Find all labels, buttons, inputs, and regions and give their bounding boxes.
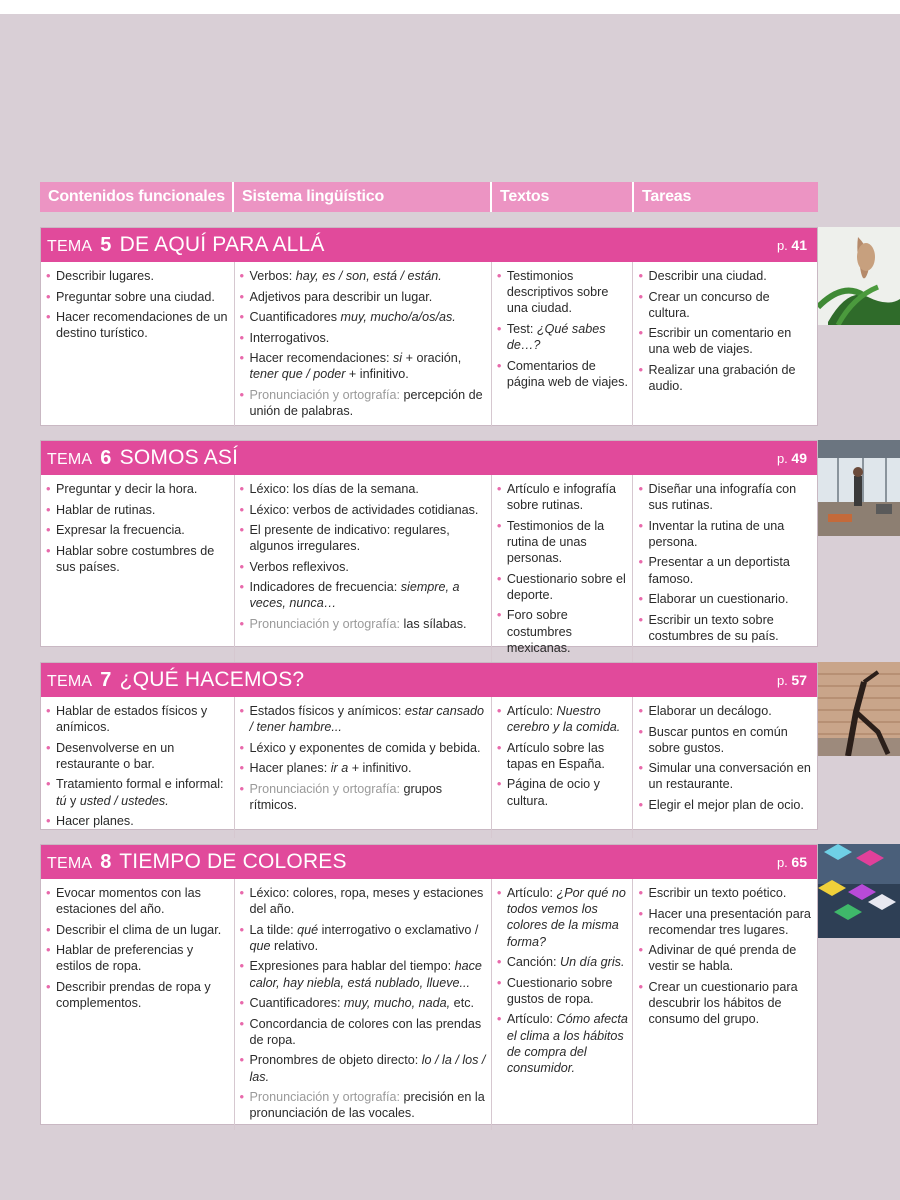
people-window-photo bbox=[818, 440, 900, 536]
tema-8-linguistico bbox=[235, 879, 492, 1130]
list-item: • Preguntar sobre una ciudad. bbox=[45, 289, 230, 305]
table-header bbox=[40, 182, 818, 212]
list-item: • Verbos reflexivos. bbox=[239, 559, 487, 575]
list-item: • Hablar de preferencias y estilos de ropa. bbox=[45, 942, 230, 974]
list-item: • Testimonios de la rutina de unas personas. bbox=[496, 518, 629, 567]
list-item: • Escribir un comentario en una web de viajes. bbox=[637, 325, 813, 357]
tema-8-bar bbox=[41, 845, 817, 879]
tema-8-funcionales bbox=[41, 879, 235, 1130]
list-item: • Hacer recomendaciones de un destino turístico. bbox=[45, 309, 230, 341]
list-item: • Artículo e infografía sobre rutinas. bbox=[496, 481, 629, 513]
list-item: • Describir prendas de ropa y complementos. bbox=[45, 979, 230, 1011]
list-item: • Pronunciación y ortografía: precisión en la pronunciación de las vocales. bbox=[239, 1089, 487, 1121]
list-item: • Indicadores de frecuencia: siempre, a veces, nunca… bbox=[239, 579, 487, 611]
tema-6-funcionales bbox=[41, 475, 235, 664]
top-strip bbox=[0, 0, 900, 14]
list-item: • Pronunciación y ortografía: percepción de unión de palabras. bbox=[239, 387, 487, 419]
tema-5-title: TEMA 5 DE AQUÍ PARA ALLÁ bbox=[47, 233, 325, 256]
list-item: • Hacer recomendaciones: si + oración, tener que / poder + infinitivo. bbox=[239, 350, 487, 382]
list-item: • Expresar la frecuencia. bbox=[45, 522, 230, 538]
list-item: • Describir el clima de un lugar. bbox=[45, 922, 230, 938]
list-item: • Foro sobre costumbres mexicanas. bbox=[496, 607, 629, 656]
list-item: • Expresiones para hablar del tiempo: hace calor, hay niebla, está nublado, llueve... bbox=[239, 958, 487, 990]
list-item: • Adivinar de qué prenda de vestir se habla. bbox=[637, 942, 813, 974]
list-item: • Léxico: los días de la semana. bbox=[239, 481, 487, 497]
list-item: • Hacer planes. bbox=[45, 813, 230, 829]
list-item: • Elaborar un decálogo. bbox=[637, 703, 813, 719]
list-item: • Hablar de estados físicos y anímicos. bbox=[45, 703, 230, 735]
list-item: • Test: ¿Qué sabes de…? bbox=[496, 321, 629, 353]
list-item: • Hablar sobre costumbres de sus países. bbox=[45, 543, 230, 575]
list-item: • Evocar momentos con las estaciones del año. bbox=[45, 885, 230, 917]
tema-5-tareas bbox=[633, 262, 817, 427]
list-item: • Preguntar y decir la hora. bbox=[45, 481, 230, 497]
tema-5-bar bbox=[41, 228, 817, 262]
tema-7-title: TEMA 7 ¿QUÉ HACEMOS? bbox=[47, 668, 305, 691]
tema-8-title: TEMA 8 TIEMPO DE COLORES bbox=[47, 850, 347, 873]
list-item: • Canción: Un día gris. bbox=[496, 954, 629, 970]
list-item: • Cuestionario sobre el deporte. bbox=[496, 571, 629, 603]
list-item: • Inventar la rutina de una persona. bbox=[637, 518, 813, 550]
tema-7-section bbox=[40, 662, 818, 830]
tema-7-page: p. 57 bbox=[776, 672, 807, 688]
tema-6-textos bbox=[492, 475, 634, 664]
plant-photo bbox=[818, 227, 900, 325]
list-item: • Simular una conversación en un restaurante. bbox=[637, 760, 813, 792]
list-item: • Comentarios de página web de viajes. bbox=[496, 358, 629, 390]
tema-6-bar bbox=[41, 441, 817, 475]
list-item: • Crear un concurso de cultura. bbox=[637, 289, 813, 321]
tema-7-linguistico bbox=[235, 697, 492, 838]
tema-6-page: p. 49 bbox=[776, 450, 807, 466]
list-item: • Cuantificadores muy, mucho/a/os/as. bbox=[239, 309, 487, 325]
list-item: • Hablar de rutinas. bbox=[45, 502, 230, 518]
list-item: • Elegir el mejor plan de ocio. bbox=[637, 797, 813, 813]
list-item: • Pronombres de objeto directo: lo / la / los / las. bbox=[239, 1052, 487, 1084]
list-item: • Artículo sobre las tapas en España. bbox=[496, 740, 629, 772]
list-item: • Concordancia de colores con las prendas de ropa. bbox=[239, 1016, 487, 1048]
tema-6-linguistico bbox=[235, 475, 492, 664]
list-item: • Léxico y exponentes de comida y bebida. bbox=[239, 740, 487, 756]
list-item: • Cuestionario sobre gustos de ropa. bbox=[496, 975, 629, 1007]
tema-7-textos bbox=[492, 697, 634, 838]
tema-7-funcionales bbox=[41, 697, 235, 838]
tema-7-bar bbox=[41, 663, 817, 697]
list-item: • La tilde: qué interrogativo o exclamativo / que relativo. bbox=[239, 922, 487, 954]
header-textos: Textos bbox=[492, 182, 634, 212]
header-tareas: Tareas bbox=[634, 182, 818, 212]
list-item: • Escribir un texto sobre costumbres de su país. bbox=[637, 612, 813, 644]
list-item: • Estados físicos y anímicos: estar cansado / tener hambre... bbox=[239, 703, 487, 735]
runner-photo bbox=[818, 662, 900, 756]
list-item: • Presentar a un deportista famoso. bbox=[637, 554, 813, 586]
list-item: • Escribir un texto poético. bbox=[637, 885, 813, 901]
list-item: • Léxico: colores, ropa, meses y estaciones del año. bbox=[239, 885, 487, 917]
header-funcionales: Contenidos funcionales bbox=[40, 182, 234, 212]
list-item: • Diseñar una infografía con sus rutinas. bbox=[637, 481, 813, 513]
tema-8-section bbox=[40, 844, 818, 1125]
tema-5-textos bbox=[492, 262, 634, 427]
umbrellas-photo bbox=[818, 844, 900, 938]
list-item: • Artículo: Cómo afecta el clima a los hábitos de compra del consumidor. bbox=[496, 1011, 629, 1076]
list-item: • Pronunciación y ortografía: las sílabas. bbox=[239, 616, 487, 632]
tema-6-title: TEMA 6 SOMOS ASÍ bbox=[47, 446, 239, 469]
list-item: • Léxico: verbos de actividades cotidianas. bbox=[239, 502, 487, 518]
list-item: • Hacer planes: ir a + infinitivo. bbox=[239, 760, 487, 776]
list-item: • Crear un cuestionario para descubrir los hábitos de consumo del grupo. bbox=[637, 979, 813, 1028]
tema-7-tareas bbox=[633, 697, 817, 838]
list-item: • Pronunciación y ortografía: grupos rítmicos. bbox=[239, 781, 487, 813]
list-item: • Buscar puntos en común sobre gustos. bbox=[637, 724, 813, 756]
tema-5-funcionales bbox=[41, 262, 235, 427]
list-item: • Hacer una presentación para recomendar tres lugares. bbox=[637, 906, 813, 938]
list-item: • Testimonios descriptivos sobre una ciudad. bbox=[496, 268, 629, 317]
list-item: • Adjetivos para describir un lugar. bbox=[239, 289, 487, 305]
tema-6-tareas bbox=[633, 475, 817, 664]
tema-6-section bbox=[40, 440, 818, 655]
list-item: • Cuantificadores: muy, mucho, nada, etc. bbox=[239, 995, 487, 1011]
list-item: • Página de ocio y cultura. bbox=[496, 776, 629, 808]
tema-5-page: p. 41 bbox=[776, 237, 807, 253]
tema-5-section bbox=[40, 227, 818, 426]
list-item: • Describir lugares. bbox=[45, 268, 230, 284]
list-item: • Interrogativos. bbox=[239, 330, 487, 346]
list-item: • Realizar una grabación de audio. bbox=[637, 362, 813, 394]
list-item: • Artículo: Nuestro cerebro y la comida. bbox=[496, 703, 629, 735]
tema-8-tareas bbox=[633, 879, 817, 1130]
header-linguistico: Sistema lingüístico bbox=[234, 182, 492, 212]
list-item: • El presente de indicativo: regulares, algunos irregulares. bbox=[239, 522, 487, 554]
list-item: • Artículo: ¿Por qué no todos vemos los colores de la misma forma? bbox=[496, 885, 629, 950]
list-item: • Describir una ciudad. bbox=[637, 268, 813, 284]
tema-8-textos bbox=[492, 879, 634, 1130]
tema-8-page: p. 65 bbox=[776, 854, 807, 870]
list-item: • Elaborar un cuestionario. bbox=[637, 591, 813, 607]
list-item: • Tratamiento formal e informal: tú y usted / ustedes. bbox=[45, 776, 230, 808]
list-item: • Verbos: hay, es / son, está / están. bbox=[239, 268, 487, 284]
list-item: • Desenvolverse en un restaurante o bar. bbox=[45, 740, 230, 772]
tema-5-linguistico bbox=[235, 262, 492, 427]
